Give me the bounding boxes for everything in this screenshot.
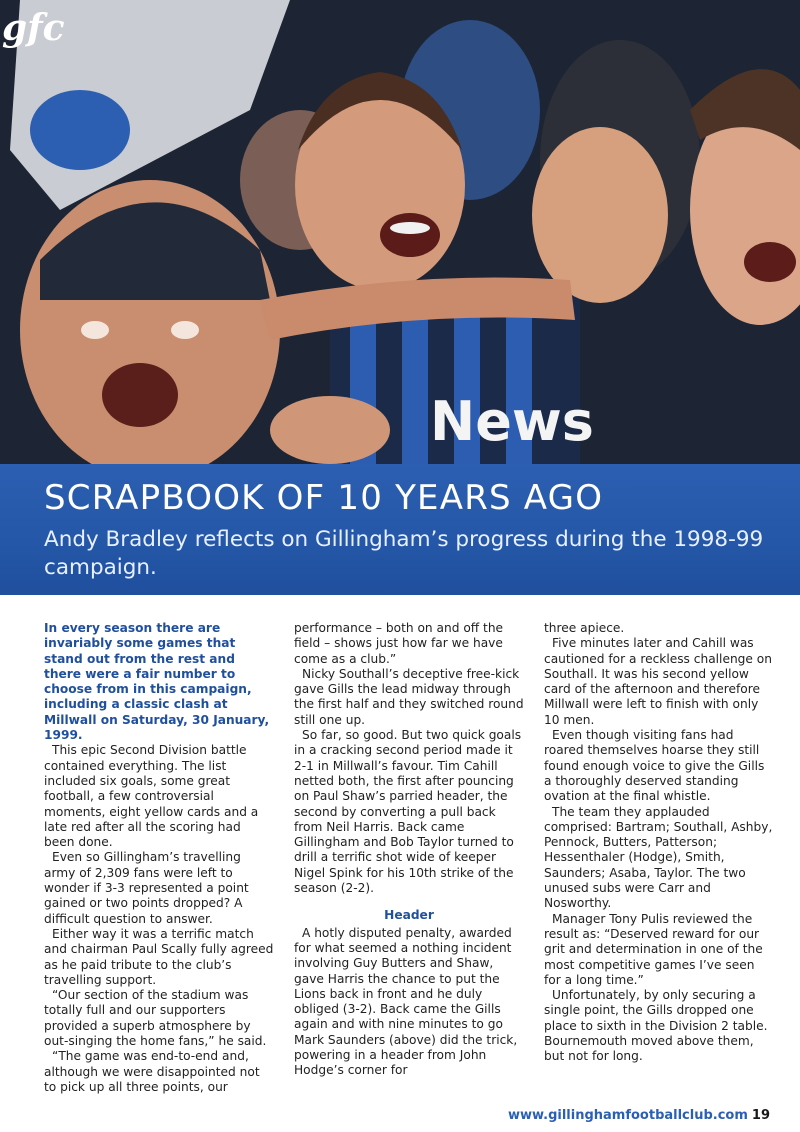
article-column-3 (544, 621, 774, 1081)
article-subhead: Header (384, 908, 434, 923)
article-paragraph: This epic Second Division battle contained everything. The list included six goals, some great football, a few controversial moments, eight yellow cards and a late red after all the scoring had been done. (44, 743, 259, 850)
article-column-2 (294, 621, 524, 1081)
article-paragraph: Nicky Southall’s deceptive free-kick gave Gills the lead midway through the first half and they switched round still one up. (294, 666, 524, 727)
article-paragraph: Even though visiting fans had roared themselves hoarse they still found enough voice to give the Gills a thoroughly deserved standing ovation at the final whistle. (544, 728, 765, 804)
title-band (0, 464, 800, 595)
crowd-illustration (0, 0, 800, 464)
article-title: SCRAPBOOK OF 10 YEARS AGO (44, 478, 604, 518)
svg-text:gfc: gfc (2, 7, 65, 49)
article-paragraph: performance – both on and off the field – shows just how far we have come as a club.” (294, 621, 504, 666)
article-paragraph: A hotly disputed penalty, awarded for what seemed a nothing incident involving Guy Butters and Shaw, gave Harris the chance to put the Lions back in front and he duly obliged (3-2). Back came the Gills again and with nine minutes to go Mark Saunders (above) did the trick, powering in a header from John Hodge’s corner for (294, 925, 518, 1078)
gfc-logo (0, 0, 70, 50)
article-paragraph: Manager Tony Pulis reviewed the result as: “Deserved reward for our grit and determination in one of the most competitive games I’ve seen for a long time.” (544, 911, 763, 987)
article-paragraph: So far, so good. But two quick goals in a cracking second period made it 2-1 in Millwall’s favour. Tim Cahill netted both, the first after pouncing on Paul Shaw’s parried header, the second by converting a pull back from Neil Harris. Back came Gillingham and Bob Taylor turned to drill a terrific shot wide of keeper Nigel Spink for his 10th strike of the season (2-2). (294, 728, 522, 896)
article-column-1 (44, 621, 274, 1094)
page-number: 19 (751, 1108, 770, 1123)
celebration-photo (0, 0, 800, 464)
article-intro: In every season there are invariably some games that stand out from the rest and there were a fair number to choose from in this campaign, including a classic clash at Millwall on Saturday, 30 January, 1999. (44, 621, 270, 743)
shirt-sponsor: News (430, 390, 594, 453)
article-paragraph: “Our section of the stadium was totally full and our supporters provided a superb atmosphere by out-singing the home fans,” he said. (44, 988, 267, 1049)
article-subtitle: Andy Bradley reflects on Gillingham’s progress during the 1998-99 campaign. (44, 527, 764, 580)
article-paragraph: “The game was end-to-end and, although we were disappointed not to pick up all three points, our (44, 1049, 260, 1094)
page-footer (508, 1108, 770, 1123)
article-paragraph: three apiece. (544, 621, 625, 635)
article-paragraph: Even so Gillingham’s travelling army of 2,309 fans were left to wonder if 3-3 represented a point gained or two points dropped? A difficult question to answer. (44, 850, 249, 926)
club-website-link[interactable]: www.gillinghamfootballclub.com (507, 1108, 748, 1123)
article-paragraph: Unfortunately, by only securing a single point, the Gills dropped one place to sixth in the Division 2 table. Bournemouth moved above them, but not for long. (544, 988, 768, 1064)
article-body (44, 621, 774, 1094)
article-paragraph: Five minutes later and Cahill was cautioned for a reckless challenge on Southall. It was his second yellow card of the afternoon and therefore Millwall were left to finish with only 10 men. (544, 636, 772, 727)
article-paragraph: Either way it was a terrific match and chairman Paul Scally fully agreed as he paid tribute to the club’s travelling support. (44, 926, 274, 987)
article-paragraph: The team they applauded comprised: Bartram; Southall, Ashby, Pennock, Butters, Patterson; Hessenthaler (Hodge), Smith, Saunders; Asaba, Taylor. The two unused subs were Carr and Nosworthy. (544, 804, 773, 911)
